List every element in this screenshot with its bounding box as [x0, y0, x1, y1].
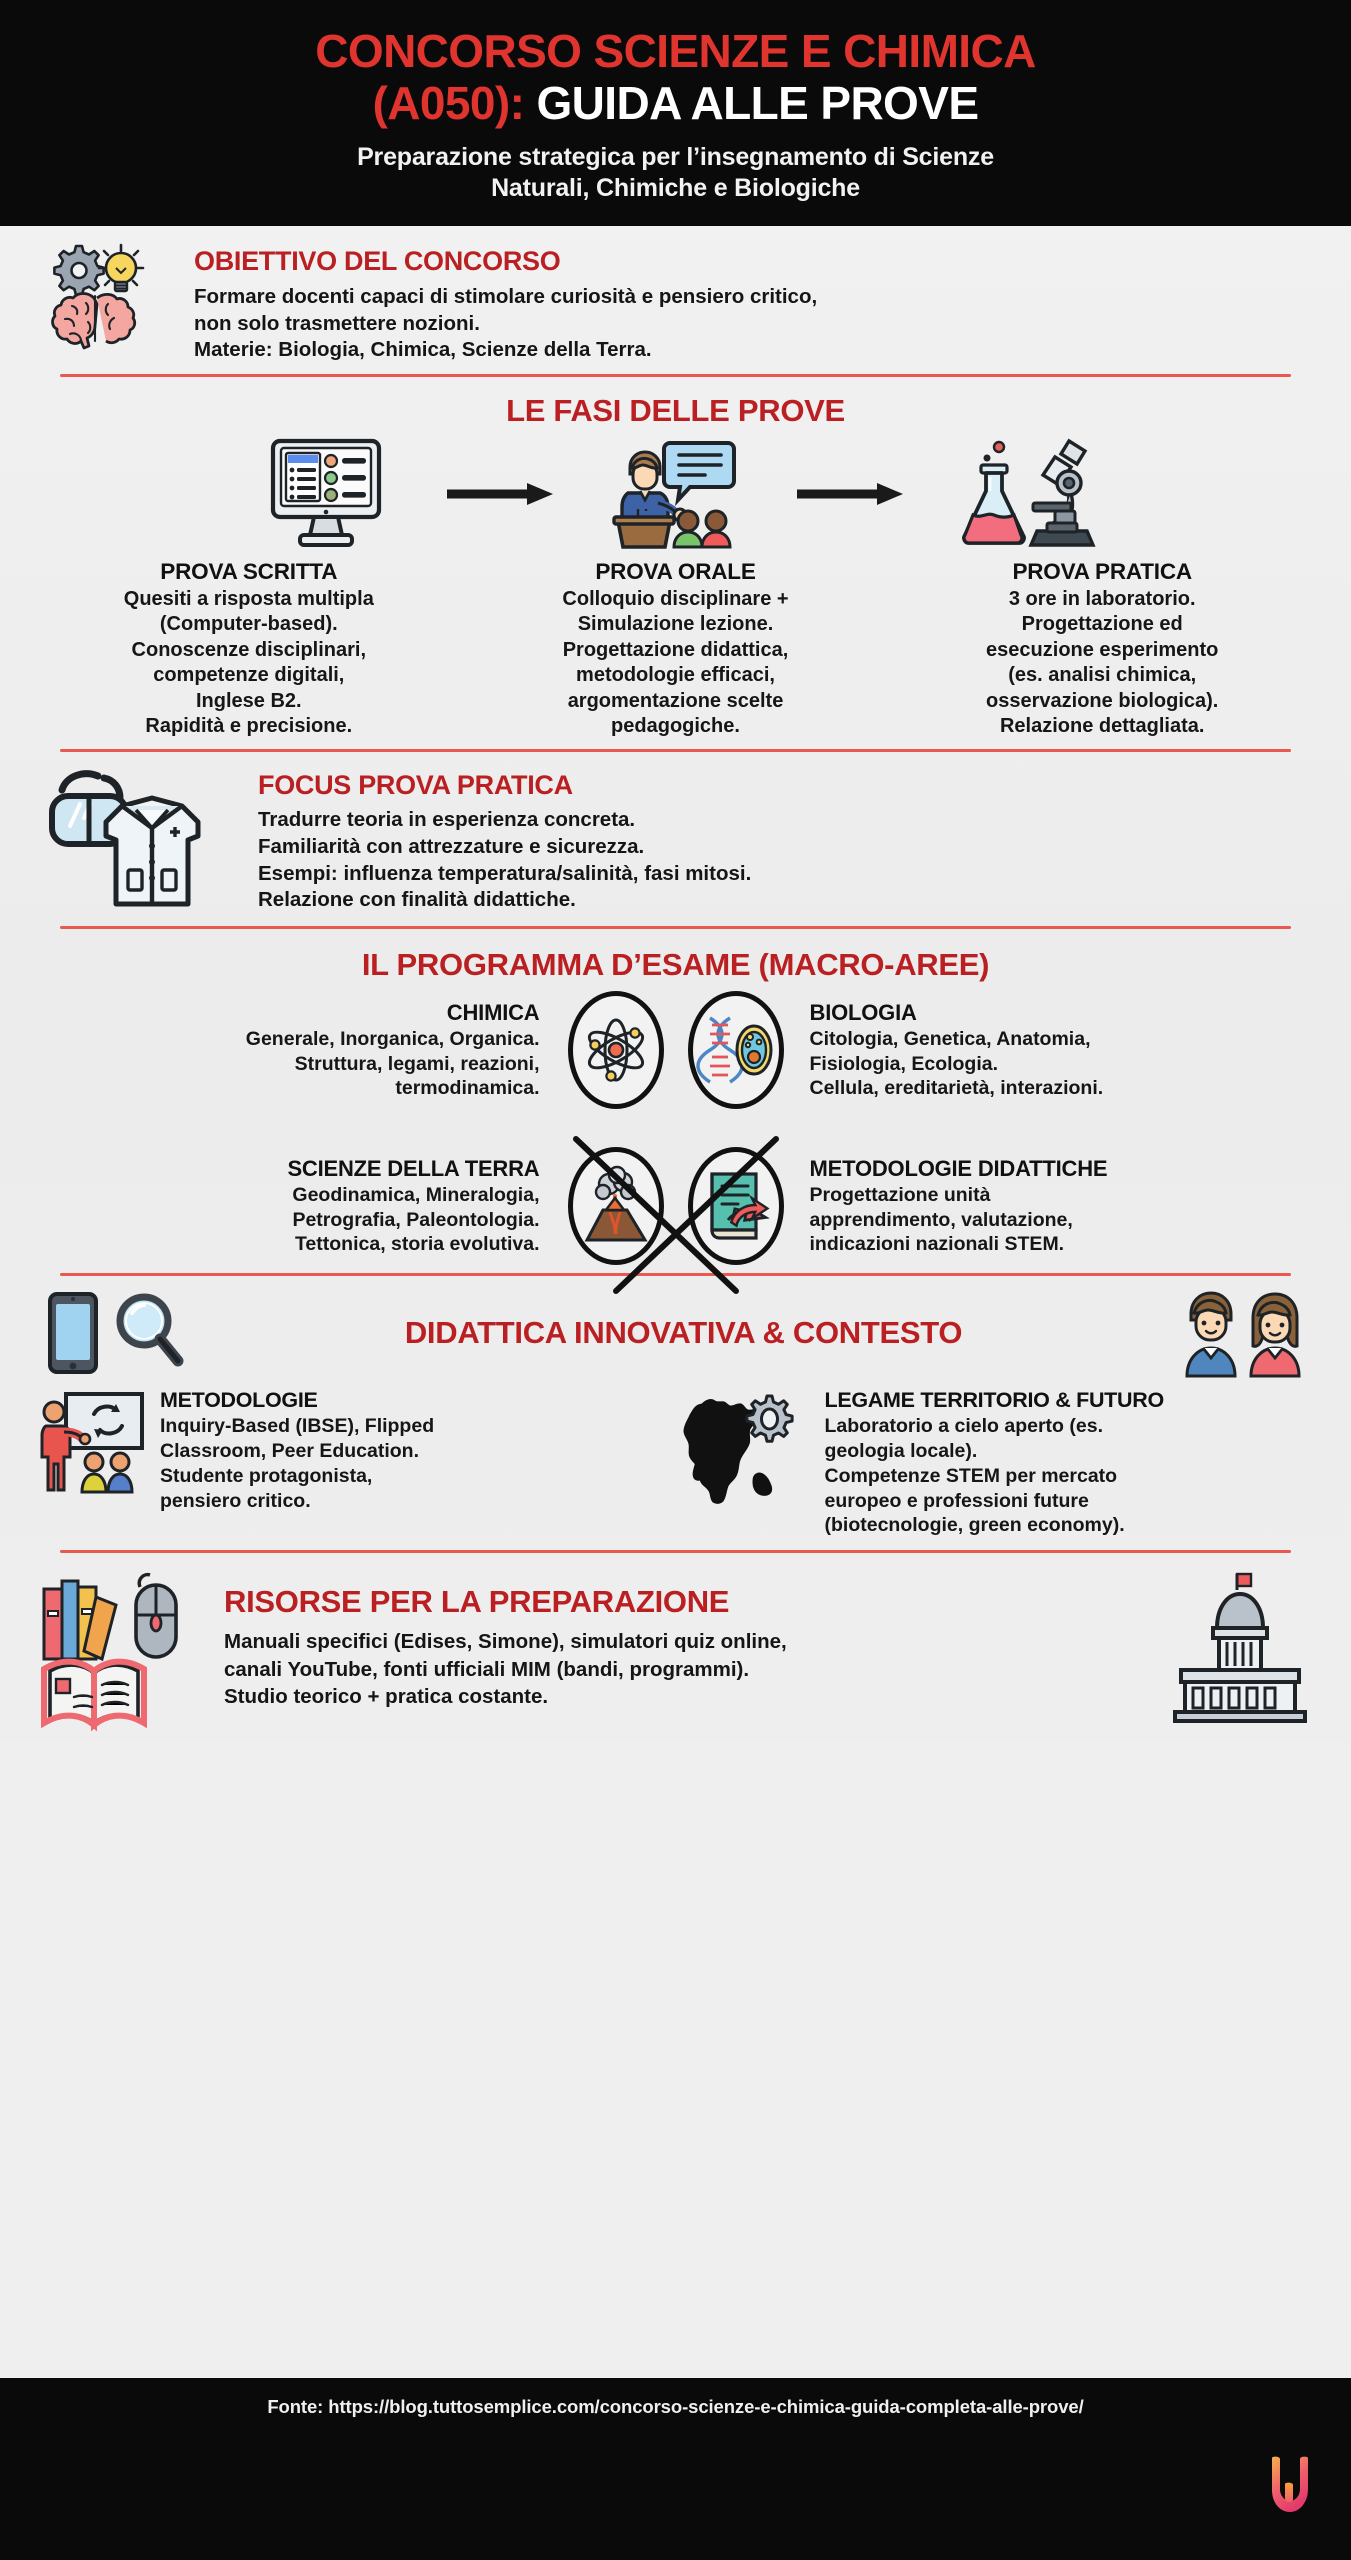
audience-figures [674, 511, 730, 547]
section-focus [0, 752, 1351, 926]
macro-area-chimica-text [126, 1000, 556, 1101]
didattica-territorio-line-1: geologia locale). [824, 1440, 978, 1463]
student-male-avatar [1187, 1293, 1235, 1376]
focus-line-3-rest: con finalità didattiche. [353, 888, 576, 912]
fase-title-scritta: PROVA SCRITTA [160, 558, 338, 584]
risorse-text-block [216, 1584, 1155, 1709]
fase-title-orale: PROVA ORALE [595, 558, 756, 584]
macro-area-terra-text [126, 1156, 556, 1257]
page-title-line1: CONCORSO SCIENZE E CHIMICA [315, 25, 1036, 77]
fase-column-pratica [901, 559, 1303, 739]
fase-icon-orale [576, 435, 776, 553]
brain-icon [48, 240, 176, 358]
teacher-whiteboard-icon [36, 1388, 148, 1498]
page-title-line2: GUIDA ALLE PROVE [524, 76, 979, 129]
flask-microscope-icon [951, 435, 1101, 553]
open-book-icon [44, 1662, 144, 1725]
infographic-body [0, 226, 1351, 1741]
fase-line-0-0: Conoscenze disciplinari, [131, 638, 367, 661]
fase-line-0-1: competenze digitali, [153, 664, 345, 687]
section-programma [0, 929, 1351, 1273]
books-stack-icon [36, 1567, 206, 1727]
macro-area-terra-line-2: Tettonica, storia evolutiva. [294, 1233, 540, 1256]
obiettivo-text-block [194, 240, 817, 364]
standing-books [44, 1581, 116, 1659]
risorse-line-2: Studio teorico + pratica costante. [224, 1684, 549, 1708]
focus-line-0 [258, 807, 1307, 834]
fase-bold-0-0: Quesiti a risposta multipla [123, 587, 374, 610]
didattica-column-metodologie [36, 1388, 667, 1538]
obiettivo-line-2: non solo trasmettere nozioni. [194, 311, 480, 335]
lab-coat-icon [44, 766, 244, 916]
page-subtitle-line2: Naturali, Chimiche e Biologiche [491, 174, 860, 203]
macro-area-biologia-title: BIOLOGIA [809, 999, 917, 1025]
risorse-heading: RISORSE PER LA PREPARAZIONE [224, 1584, 730, 1620]
source-url: Fonte: https://blog.tuttosemplice.com/concorso-scienze-e-chimica-guida-completa-alle-prove/ [267, 2396, 1084, 2417]
macro-area-metodologie-title: METODOLOGIE DIDATTICHE [809, 1155, 1108, 1181]
macro-area-biologia-line-1: Fisiologia, Ecologia. [809, 1052, 999, 1075]
tablet-icon [44, 1290, 102, 1376]
obiettivo-icon-group [48, 240, 176, 358]
computer-monitor-icon [261, 435, 391, 553]
fase-icon-pratica [926, 435, 1126, 553]
obiettivo-line-3: Materie: Biologia, Chimica, Scienze della Terra. [194, 338, 652, 362]
fase-line-2-2: (es. analisi chimica, [1008, 664, 1197, 687]
page-title [40, 26, 1311, 129]
obiettivo-heading: OBIETTIVO DEL CONCORSO [194, 246, 561, 277]
fase-line-2-0: Progettazione ed [1021, 613, 1183, 636]
macro-area-chimica-node [556, 991, 676, 1109]
fase-icon-scritta [226, 435, 426, 553]
cell-shape [737, 1026, 771, 1074]
dna-helix [698, 1018, 742, 1082]
page-title-code: (A050): [372, 76, 525, 129]
fase-bold-2-0: 3 ore in laboratorio. [1008, 587, 1196, 610]
fase-line-0-3: Rapidità e precisione. [145, 714, 353, 737]
fase-bold-1-1: Simulazione lezione. [577, 613, 774, 636]
macro-area-terra-line-1: Petrografia, Paleontologia. [292, 1208, 540, 1231]
seated-students [82, 1453, 132, 1492]
students-avatars-icon [1181, 1288, 1307, 1378]
lightbulb-icon [99, 245, 143, 291]
brand-logo[interactable] [1267, 2454, 1313, 2516]
focus-heading: FOCUS PROVA PRATICA [258, 770, 573, 801]
gear-icon [746, 1396, 791, 1441]
gear-icon [54, 246, 103, 295]
macro-area-metodologie-line-1: apprendimento, valutazione, [809, 1208, 1073, 1231]
coat-shape [106, 798, 198, 904]
fasi-text-columns [30, 557, 1321, 739]
focus-icon-group [44, 766, 244, 916]
focus-line-1-bold: Familiarità con attrezzature e sicurezza. [258, 834, 645, 858]
italy-map-gear-icon [685, 1388, 813, 1514]
didattica-columns [0, 1384, 1351, 1550]
fase-line-2-3: osservazione biologica). [986, 689, 1219, 712]
arrow-1 [426, 481, 576, 507]
flask-icon [964, 465, 1024, 543]
focus-text-block [258, 766, 1307, 914]
venngage-logo-icon[interactable] [1267, 2454, 1313, 2516]
computer-mouse-icon [136, 1575, 176, 1657]
focus-line-2-bold: Esempi: [258, 861, 338, 885]
atom-icon [580, 1014, 652, 1086]
didattica-metodologie-line-0: Inquiry-Based (IBSE), Flipped [160, 1415, 435, 1438]
didattica-territorio-line-4: (biotecnologie, green economy). [824, 1514, 1125, 1537]
fasi-icon-row [30, 435, 1321, 553]
fase-title-pratica: PROVA PRATICA [1012, 558, 1192, 584]
focus-line-2 [258, 861, 1307, 888]
didattica-heading: DIDATTICA INNOVATIVA & CONTESTO [404, 1315, 963, 1351]
fase-column-scritta [48, 559, 450, 739]
macro-area-chimica-line-0: Generale, Inorganica, Organica. [245, 1027, 540, 1050]
microscope-icon [1031, 441, 1093, 545]
student-female-avatar [1251, 1294, 1299, 1376]
section-fasi [0, 377, 1351, 749]
didattica-right-icons [1181, 1288, 1307, 1378]
fase-line-0-2: Inglese B2. [195, 689, 302, 712]
section-obiettivo [0, 226, 1351, 374]
section-didattica-header [0, 1276, 1351, 1384]
macro-area-terra-title: SCIENZE DELLA TERRA [287, 1155, 540, 1181]
arrow-right-icon [795, 481, 907, 507]
brain-shape [53, 294, 135, 349]
didattica-metodologie-line-1: Classroom, Peer Education. [160, 1440, 419, 1463]
footer-bar [0, 2378, 1351, 2560]
book-arrow-icon [700, 1168, 772, 1244]
macro-area-terra-line-0: Geodinamica, Mineralogia, [292, 1183, 540, 1206]
risorse-line-0: Manuali specifici (Edises, Simone), simulatori quiz online, [224, 1630, 787, 1654]
fase-line-1-3: pedagogiche. [611, 714, 740, 737]
programma-diagram [20, 991, 1331, 1265]
didattica-left-icons [44, 1289, 186, 1377]
fase-line-2-4: Relazione dettagliata. [999, 714, 1205, 737]
obiettivo-line-1: Formare docenti capaci di stimolare curiosità e pensiero critico, [194, 285, 818, 309]
macro-area-terra-node [556, 1147, 676, 1265]
fase-bold-0-1: (Computer-based). [159, 613, 338, 636]
didattica-metodologie-line-2: Studente protagonista, [160, 1464, 373, 1487]
macro-area-biologia-line-0: Citologia, Genetica, Anatomia, [809, 1027, 1091, 1050]
macro-area-biologia-text [796, 1000, 1226, 1101]
didattica-territorio-line-2: Competenze STEM per mercato [824, 1464, 1118, 1487]
fase-line-2-1: esecuzione esperimento [986, 638, 1219, 661]
fase-bold-1-0: Colloquio disciplinare + [562, 587, 789, 610]
fasi-heading: LE FASI DELLE PROVE [506, 392, 845, 428]
programma-heading: IL PROGRAMMA D’ESAME (MACRO-AREE) [361, 947, 990, 983]
page-subtitle [40, 142, 1311, 204]
macro-area-chimica-title: CHIMICA [446, 999, 540, 1025]
programma-row-2 [48, 1147, 1303, 1265]
didattica-metodologie-line-3: pensiero critico. [160, 1489, 311, 1512]
macro-area-metodologie-node [676, 1147, 796, 1265]
fase-column-orale [475, 559, 877, 739]
volcano-icon [579, 1168, 653, 1244]
didattica-territorio-title: LEGAME TERRITORIO & FUTURO [824, 1388, 1164, 1413]
section-risorse [0, 1553, 1351, 1741]
focus-line-1 [258, 834, 1307, 861]
macro-area-biologia-node [676, 991, 796, 1109]
macro-area-chimica-line-2: termodinamica. [395, 1077, 540, 1100]
macro-area-metodologie-line-2: indicazioni nazionali STEM. [809, 1233, 1065, 1256]
speech-bubble [664, 443, 734, 500]
arrow-right-icon [445, 481, 557, 507]
macro-area-chimica-line-1: Struttura, legami, reazioni, [294, 1052, 540, 1075]
focus-line-0-bold: Tradurre teoria in esperienza concreta. [258, 808, 636, 832]
programma-row-1 [48, 991, 1303, 1109]
government-building-icon [1165, 1572, 1315, 1722]
fase-line-1-0: Progettazione didattica, [562, 638, 789, 661]
focus-line-2-rest: influenza temperatura/salinità, fasi mitosi. [337, 861, 752, 885]
didattica-column-territorio [685, 1388, 1316, 1538]
dna-cell-icon [698, 1012, 774, 1088]
page-subtitle-line1: Preparazione strategica per l’insegnamento di Scienze [357, 143, 994, 172]
focus-line-3 [258, 887, 1307, 914]
fase-line-1-2: argomentazione scelte [567, 689, 784, 712]
magnifying-glass-icon [108, 1289, 186, 1377]
arrow-2 [776, 481, 926, 507]
didattica-territorio-line-0: Laboratorio a cielo aperto (es. [824, 1415, 1103, 1438]
macro-area-metodologie-line-0: Progettazione unità [809, 1183, 991, 1206]
fase-line-1-1: metodologie efficaci, [576, 664, 775, 687]
didattica-territorio-text [825, 1388, 1316, 1538]
macro-area-metodologie-text [796, 1156, 1226, 1257]
didattica-metodologie-title: METODOLOGIE [160, 1388, 318, 1413]
didattica-metodologie-text [160, 1388, 667, 1538]
header-banner [0, 0, 1351, 226]
didattica-territorio-line-3: europeo e professioni future [824, 1489, 1089, 1512]
presenter-podium-icon [606, 435, 746, 553]
risorse-line-1: canali YouTube, fonti ufficiali MIM (bandi, programmi). [224, 1657, 750, 1681]
macro-area-biologia-line-2: Cellula, ereditarietà, interazioni. [809, 1077, 1104, 1100]
focus-line-3-bold: Relazione [258, 888, 354, 912]
